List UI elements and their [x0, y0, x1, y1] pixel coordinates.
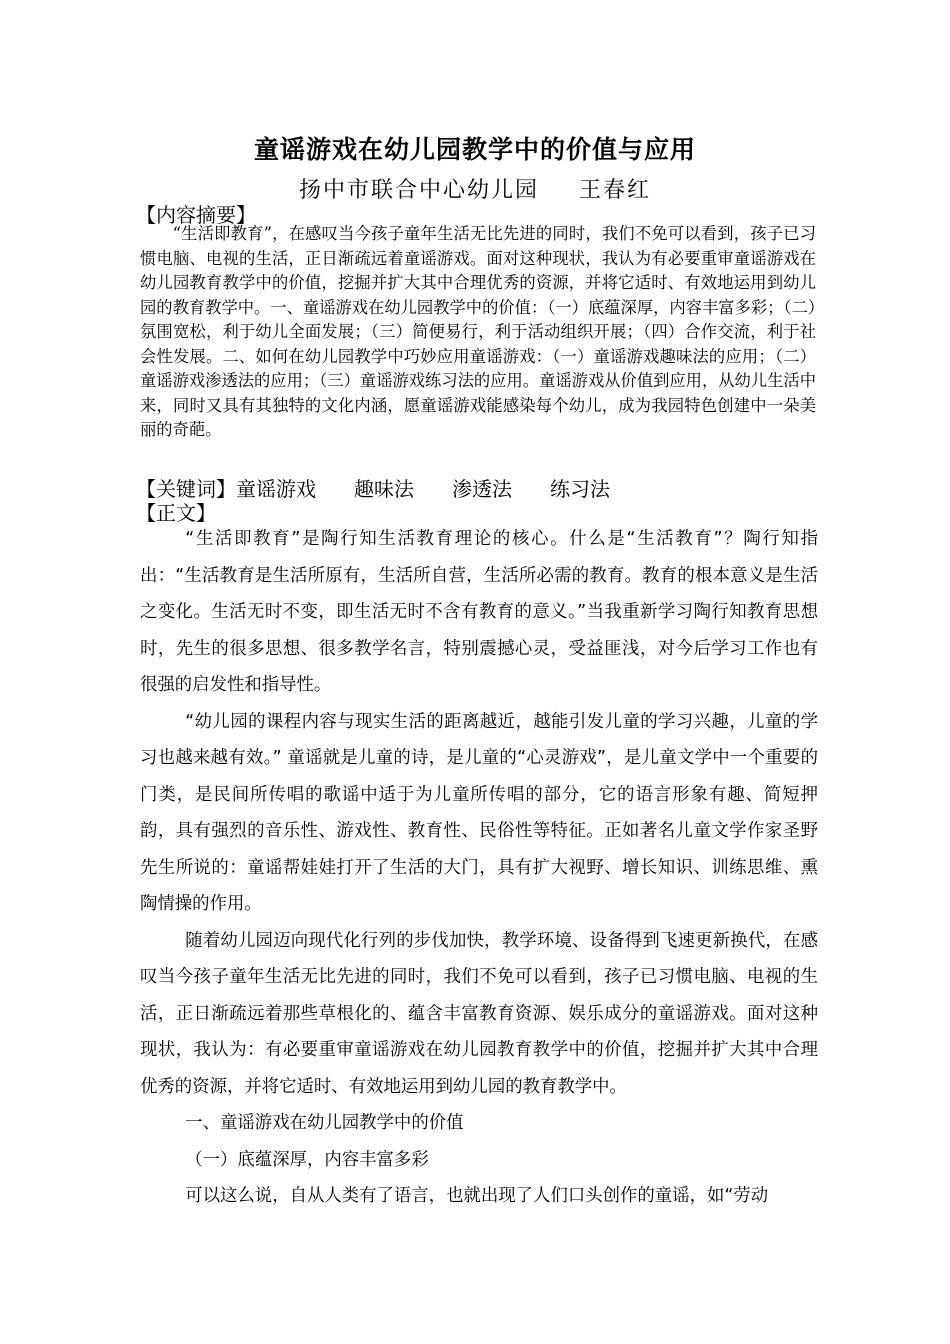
keywords-heading: 【关键词】 — [136, 477, 236, 501]
keyword: 渗透法 — [452, 477, 512, 501]
author-organization: 扬中市联合中心幼儿园 — [298, 178, 539, 203]
author-name: 王春红 — [579, 178, 652, 203]
keyword: 趣味法 — [354, 477, 414, 501]
body-paragraph: “幼儿园的课程内容与现实生活的距离越近，越能引发儿童的学习兴趣，儿童的学习也越来越有效。” 童谣就是儿童的诗，是儿童的“心灵游戏”，是儿童文学中一个重要的门类，是民间所传唱的歌谣中适于为儿童所传唱的部分，它的语言形象有趣、简短押韵，具有强烈的音乐性、游戏性、教育性、民俗性等特征。正如著名儿童文学作家圣野先生所说的：童谣帮娃娃打开了生活的大门，具有扩大视野、增长知识、训练思维、熏陶情操的作用。 — [140, 711, 818, 914]
body-paragraph: 可以这么说，自从人类有了语言，也就出现了人们口头创作的童谣，如“劳动 — [185, 1186, 769, 1206]
keyword: 练习法 — [550, 477, 610, 501]
body-text — [140, 521, 818, 1215]
keyword: 童谣游戏 — [236, 477, 316, 501]
subsection-heading: （一）底蕴深厚，内容丰富多彩 — [185, 1149, 429, 1170]
abstract-text: “生活即教育”，在感叹当今孩子童年生活无比先进的同时，我们不免可以看到，孩子已习惯电脑、电视的生活，正日渐疏远着童谣游戏。面对这种现状，我认为有必要重审童谣游戏在幼儿园教育教学中的价值，挖掘并扩大其中合理优秀的资源，并将它适时、有效地运用到幼儿园的教育教学中。一、童谣游戏在幼儿园教学中的价值：（一）底蕴深厚，内容丰富多彩；（二）氛围宽松，利于幼儿全面发展；（三）简便易行，利于活动组织开展；（四）合作交流，利于社会性发展。二、如何在幼儿园教学中巧妙应用童谣游戏：（一）童谣游戏趣味法的应用；（二）童谣游戏渗透法的应用；（三）童谣游戏练习法的应用。童谣游戏从价值到应用，从幼儿生活中来，同时又具有其独特的文化内涵，愿童谣游戏能感染每个幼儿，成为我园特色创建中一朵美丽的奇葩。 — [140, 224, 816, 439]
document-title: 童谣游戏在幼儿园教学中的价值与应用 — [253, 135, 696, 164]
body-paragraph: 随着幼儿园迈向现代化行列的步伐加快，教学环境、设备得到飞速更新换代，在感叹当今孩子童年生活无比先进的同时，我们不免可以看到，孩子已习惯电脑、电视的生活，正日渐疏远着那些草根化的、蕴含丰富教育资源、娱乐成分的童谣游戏。面对这种现状，我认为：有必要重审童谣游戏在幼儿园教育教学中的价值，挖掘并扩大其中合理优秀的资源，并将它适时、有效地运用到幼儿园的教育教学中。 — [140, 930, 818, 1097]
body-paragraph: “生活即教育”是陶行知生活教育理论的核心。什么是“生活教育”？陶行知指出：“生活教育是生活所原有，生活所自营，生活所必需的教育。教育的根本意义是生活之变化。生活无时不变，即生活无时不含有教育的意义。”当我重新学习陶行知教育思想时，先生的很多思想、很多教学名言，特别震撼心灵，受益匪浅，对今后学习工作也有很强的启发性和指导性。 — [140, 529, 818, 695]
section-heading: 一、童谣游戏在幼儿园教学中的价值 — [185, 1113, 464, 1133]
abstract-heading: 【内容摘要】 — [136, 203, 256, 227]
body-heading: 【正文】 — [136, 501, 216, 525]
